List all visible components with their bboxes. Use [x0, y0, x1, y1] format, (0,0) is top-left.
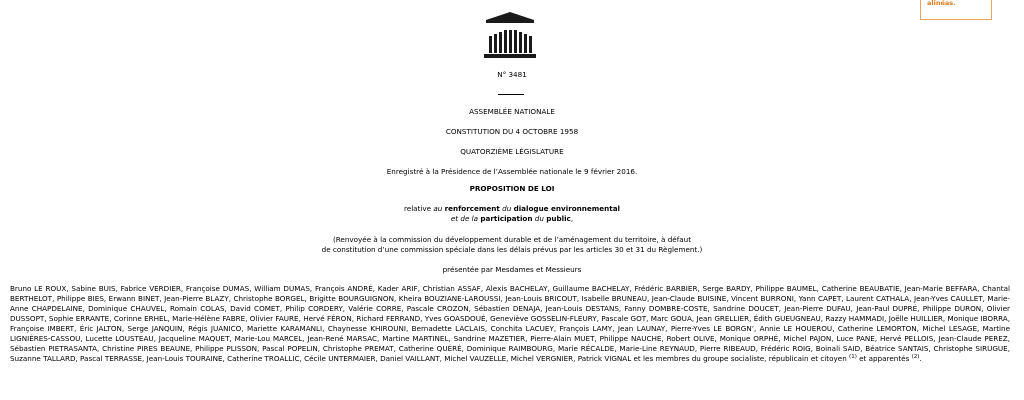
referral-line-2: de constitution d’une commission spéciale dans les délais prévus par les articles 30 et 31 du Règlement.) [321, 245, 703, 254]
presented-by-line: présentée par Mesdames et Messieurs [442, 265, 582, 274]
legislature-line: QUATORZIÈME LÉGISLATURE [460, 147, 564, 156]
document-number: N° 3481 [497, 70, 527, 79]
footnote-ref-1[interactable]: (1) [849, 354, 857, 360]
assemblee-nationale-logo-icon [480, 10, 540, 60]
institution-name: ASSEMBLÉE NATIONALE [469, 107, 555, 116]
subject-line-1: relative au renforcement du dialogue environnemental [403, 204, 621, 213]
margin-note-box [920, 0, 992, 20]
registration-line: Enregistré à la Présidence de l’Assemblée nationale le 9 février 2016. [386, 167, 638, 176]
subject-line-2: et de la participation du public, [450, 214, 574, 223]
authors-paragraph: Bruno LE ROUX, Sabine BUIS, Fabrice VERDIER, Françoise DUMAS, William DUMAS, François ANDRÉ, Kader ARIF, Christian ASSAF, Alexis BACHELAY, Guillaume BACHELAY, Frédéric BARBIER, Serge BARDY, Philippe BAUMEL, Catherine BEAUBATIE, Jean-Marie BEFFARA, Chantal BERTHELOT, Philippe BIES, Erwann BINET, Jean-Pierre BLAZY, Christophe BORGEL, Brigitte BOURGUIGNON, Kheira BOUZIANE-LAROUSSI, Jean-Louis BRICOUT, Isabelle BRUNEAU, Jean-Claude BUISINE, Vincent BURRONI, Yann CAPET, Laurent CATHALA, Jean-Yves CAULLET, Marie-Anne CHAPDELAINE, Dominique CHAUVEL, Romain COLAS, David COMET, Philip CORDERY, Valérie CORRE, Pascale CROZON, Sébastien DENAJA, Jean-Louis DESTANS, Fanny DOMBRE-COSTE, Sandrine DOUCET, Jean-Pierre DUFAU, Jean-Paul DUPRÉ, Philippe DURON, Olivier DUSSOPT, Sophie ERRANTE, Corinne ERHEL, Marie-Hélène FABRE, Olivier FAURE, Hervé FÉRON, Richard FERRAND, Yves GOASDOUÉ, Geneviève GOSSELIN-FLEURY, Pascale GOT, Marc GOUA, Jean GRELLIER, Édith GUEUGNEAU, Razzy HAMMADI, Joëlle HUILLIER, Monique IBORRA, Françoise IMBERT, Éric JALTON, Serge JANQUIN, Régis JUANICO, Mariette KARAMANLI, Chaynesse KHIROUNI, Bernadette LACLAIS, Conchita LACUEY, François LAMY, Jean LAUNAY, Pierre-Yves LE BORGN’, Annie LE HOUEROU, Catherine LEMORTON, Michel LESAGE, Martine LIGNIÈRES-CASSOU, Lucette LOUSTEAU, Jacqueline MAQUET, Marie-Lou MARCEL, Jean-René MARSAC, Martine MARTINEL, Sandrine MAZETIER, Pierre-Alain MUET, Philippe NAUCHE, Robert OLIVE, Monique ORPHÉ, Michel PAJON, Luce PANE, Hervé PELLOIS, Jean-Claude PEREZ, Sébastien PIETRASANTA, Christine PIRES BEAUNE, Philippe PLISSON, Pascal POPELIN, Christophe PREMAT, Catherine QUÉRÉ, Dominique RAIMBOURG, Marie RÉCALDE, Marie-Line REYNAUD, Pierre RIBEAUD, Frédéric ROIG, Boinali SAID, Béatrice SANTAIS, Christophe SIRUGUE, Suzanne TALLARD, Pascal TERRASSE, Jean-Louis TOURAINE, Catherine TROALLIC, Cécile UNTERMAIER, Daniel VAILLANT, Michel VAUZELLE, Michel VERGNIER, Patrick VIGNAL et les membres du groupe socialiste, républicain et citoyen $^{(1)}$ et apparentés $^{(2)}$. [10, 284, 1010, 363]
separator-rule [498, 94, 524, 95]
constitution-line: CONSTITUTION DU 4 OCTOBRE 1958 [445, 127, 579, 136]
footnote-ref-2[interactable]: (2) [911, 354, 920, 360]
proposition-title: PROPOSITION DE LOI [469, 184, 555, 193]
margin-note-text: alinéas. [927, 0, 956, 7]
referral-line-1: (Renvoyée à la commission du développement durable et de l’aménagement du territoire, à défaut [332, 235, 692, 244]
authors-list: Bruno LE ROUX, Sabine BUIS, Fabrice VERDIER, Françoise DUMAS, William DUMAS, François ANDRÉ, Kader ARIF, Christian ASSAF, Alexis BACHELAY, Guillaume BACHELAY, Frédéric BARBIER, Serge BARDY, Philippe BAUMEL, Catherine BEAUBATIE, Jean-Marie BEFFARA, Chantal BERTHELOT, Philippe BIES, Erwann BINET, Jean-Pierre BLAZY, Christophe BORGEL, Brigitte BOURGUIGNON, Kheira BOUZIANE-LAROUSSI, Jean-Louis BRICOUT, Isabelle BRUNEAU, Jean-Claude BUISINE, Vincent BURRONI, Yann CAPET, Laurent CATHALA, Jean-Yves CAULLET, Marie-Anne CHAPDELAINE, Dominique CHAUVEL, Romain COLAS, David COMET, Philip CORDERY, Valérie CORRE, Pascale CROZON, Sébastien DENAJA, Jean-Louis DESTANS, Fanny DOMBRE-COSTE, Sandrine DOUCET, Jean-Pierre DUFAU, Jean-Paul DUPRÉ, Philippe DURON, Olivier DUSSOPT, Sophie ERRANTE, Corinne ERHEL, Marie-Hélène FABRE, Olivier FAURE, Hervé FÉRON, Richard FERRAND, Yves GOASDOUÉ, Geneviève GOSSELIN-FLEURY, Pascale GOT, Marc GOUA, Jean GRELLIER, Édith GUEUGNEAU, Razzy HAMMADI, Joëlle HUILLIER, Monique IBORRA, Françoise IMBERT, Éric JALTON, Serge JANQUIN, Régis JUANICO, Mariette KARAMANLI, Chaynesse KHIROUNI, Bernadette LACLAIS, Conchita LACUEY, François LAMY, Jean LAUNAY, Pierre-Yves LE BORGN’, Annie LE HOUEROU, Catherine LEMORTON, Michel LESAGE, Martine LIGNIÈRES-CASSOU, Lucette LOUSTEAU, Jacqueline MAQUET, Marie-Lou MARCEL, Jean-René MARSAC, Martine MARTINEL, Sandrine MAZETIER, Pierre-Alain MUET, Philippe NAUCHE, Robert OLIVE, Monique ORPHÉ, Michel PAJON, Luce PANE, Hervé PELLOIS, Jean-Claude PEREZ, Sébastien PIETRASANTA, Christine PIRES BEAUNE, Philippe PLISSON, Pascal POPELIN, Christophe PREMAT, Catherine QUÉRÉ, Dominique RAIMBOURG, Marie RÉCALDE, Marie-Line REYNAUD, Pierre RIBEAUD, Frédéric ROIG, Boinali SAID, Béatrice SANTAIS, Christophe SIRUGUE, Suzanne TALLARD, Pascal TERRASSE, Jean-Louis TOURAINE, Catherine TROALLIC, Cécile UNTERMAIER, Daniel VAILLANT, Michel VAUZELLE, Michel VERGNIER, Patrick VIGNAL et les membres du groupe socialiste, républicain et citoyen [10, 284, 1010, 363]
